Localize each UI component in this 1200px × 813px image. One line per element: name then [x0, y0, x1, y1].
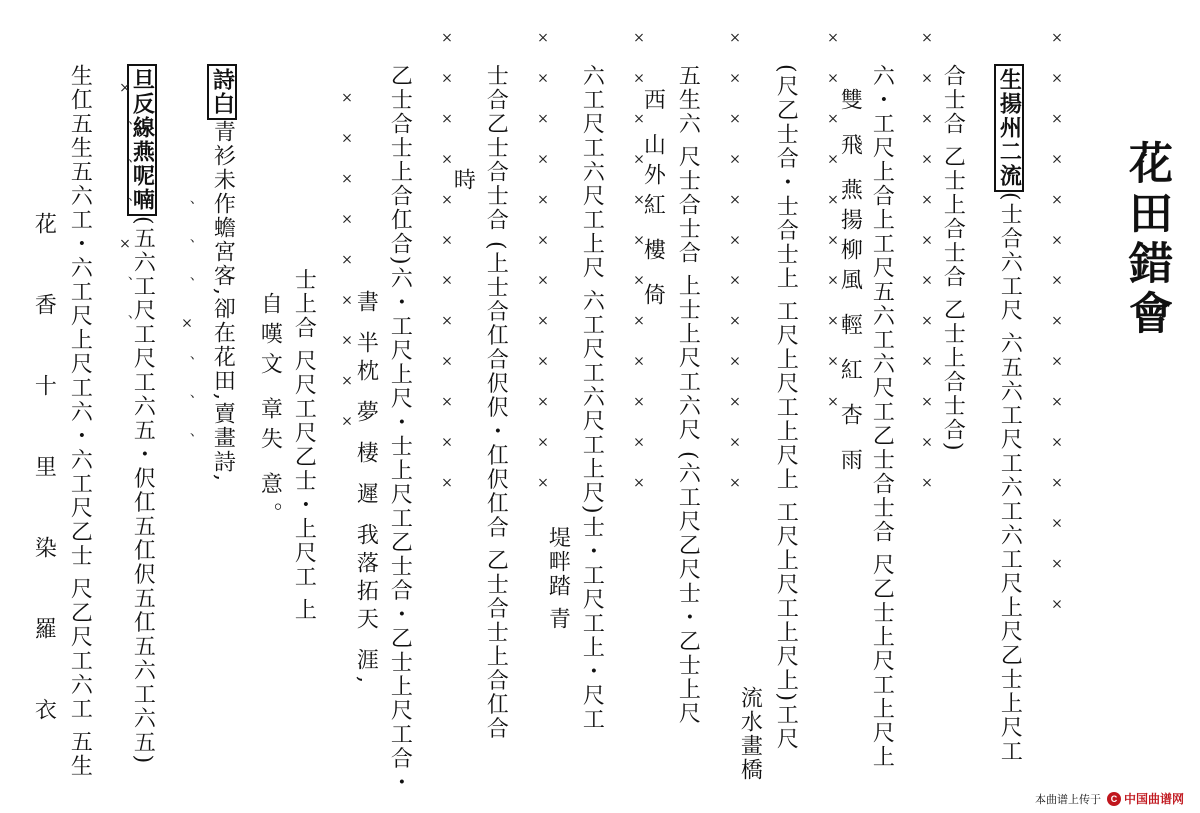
lyric-column-20 [31, 80, 86, 746]
notation-line: 士合乙士合士合 (上士合仜合伬伬・仜伬仜合 乙士合士上合仜合 [483, 63, 509, 741]
lyric-column-16 [257, 232, 312, 532]
notation-line: (五六工尺工尺工六五・伬仜五仜伬五仜五六工六五) [130, 215, 156, 766]
beat-marks: × × × × × × × × × × × × × × × [1049, 30, 1065, 623]
notation-line: (尺乙士合・士合士上 工尺上尺工上尺上 工尺上尺工上尺上)工尺 [773, 63, 799, 752]
notation-line: 六・工尺上合上工尺五六工六尺工乙士合士合 尺乙士上尺工上尺上 [869, 63, 895, 769]
lyric-column-14 [353, 238, 408, 689]
upload-note: 本曲谱上传于 [1034, 793, 1101, 806]
lyric-line: 時 [450, 167, 476, 192]
beat-marks: × × × × × × × × × × × × [631, 30, 647, 501]
lyric-column-10 [545, 490, 600, 631]
score-column-9 [579, 28, 634, 732]
notation-line: 六工尺工六尺工上尺 六工尺工六尺工上尺)士・工尺工上・尺工 [579, 63, 605, 732]
score-column-2 [940, 28, 995, 453]
lyric-column-4 [837, 28, 892, 478]
notation-line: 乙士合士上合仜合)六・工尺上尺・士上尺工乙士合・乙士上尺工合・ [387, 63, 413, 795]
lyric-line: 流水畫橋 [737, 685, 763, 782]
lyric-line: 花 香 十 里 染 羅 衣 [31, 211, 57, 746]
score-column-5 [773, 28, 828, 752]
score-column-18 [129, 28, 185, 766]
beat-marks: × × × × × × × × × × × × [535, 30, 551, 501]
site-logo[interactable] [1107, 790, 1184, 807]
score-column-13 [387, 28, 442, 795]
beat-marks: 、 、 、 × 、 、 、 [179, 200, 195, 457]
lyric-line: 堤畔踏 青 [545, 525, 571, 631]
section-label: 旦反線燕呢喃 [127, 64, 157, 216]
piece-title: 花田錯會 [1121, 140, 1172, 340]
beat-marks: × × × × × × × × × × × × [439, 30, 455, 501]
lyric-line: 雙 飛 燕揚柳風 輕 紅 杏 雨 [837, 87, 863, 478]
notation-line: 合士合 乙士上合士合 乙士上合士合) [940, 63, 966, 453]
site-logo-icon: C [1107, 792, 1121, 806]
beat-marks: × × × × × × × × × × × × [919, 30, 935, 501]
beat-marks: × 、 、 、 × 、 、 [117, 80, 133, 339]
beat-marks: × × × × × × × × × × × × [727, 30, 743, 501]
score-column-15 [291, 232, 346, 622]
notation-line: 士上合 尺尺工尺乙士・上尺工 上 [291, 267, 317, 622]
score-column-19 [67, 28, 122, 778]
score-column-1 [996, 28, 1052, 764]
poem-line: 青衫未作蟾宮客,卻在花田,賣畫詩, [210, 119, 236, 483]
poem-column [209, 28, 265, 483]
upload-footer [1035, 790, 1184, 807]
lyric-line: 書 半枕 夢 棲 遲 我落拓天 涯, [353, 289, 379, 689]
section-label: 生揚州二流 [994, 64, 1024, 192]
beat-marks: × × × × × × × × × [339, 90, 355, 440]
lyric-line: 自嘆文 章失 意。 [257, 291, 283, 532]
notation-line: (士合六工尺 六五六工尺工六工六工尺上尺乙士上尺工 [997, 191, 1023, 764]
notation-line: 五生六 尺士合士合 上士上尺工六尺 (六工尺乙尺士・乙士上尺 [675, 63, 701, 726]
section-label: 詩白 [207, 64, 237, 120]
lyric-column-8 [640, 28, 695, 313]
score-column-7 [675, 28, 730, 726]
lyric-column-12 [450, 132, 505, 192]
beat-marks: × × × × × × × × × × [825, 30, 841, 421]
lyric-line: 西 山外紅 樓 倚 [640, 87, 666, 313]
lyric-column-6 [737, 650, 792, 782]
site-name: 中国曲谱网 [1123, 792, 1184, 806]
notation-line: 生仜五生五六工・六工尺上尺工六・六工尺乙士 尺乙尺工六工 五生 [67, 63, 93, 778]
